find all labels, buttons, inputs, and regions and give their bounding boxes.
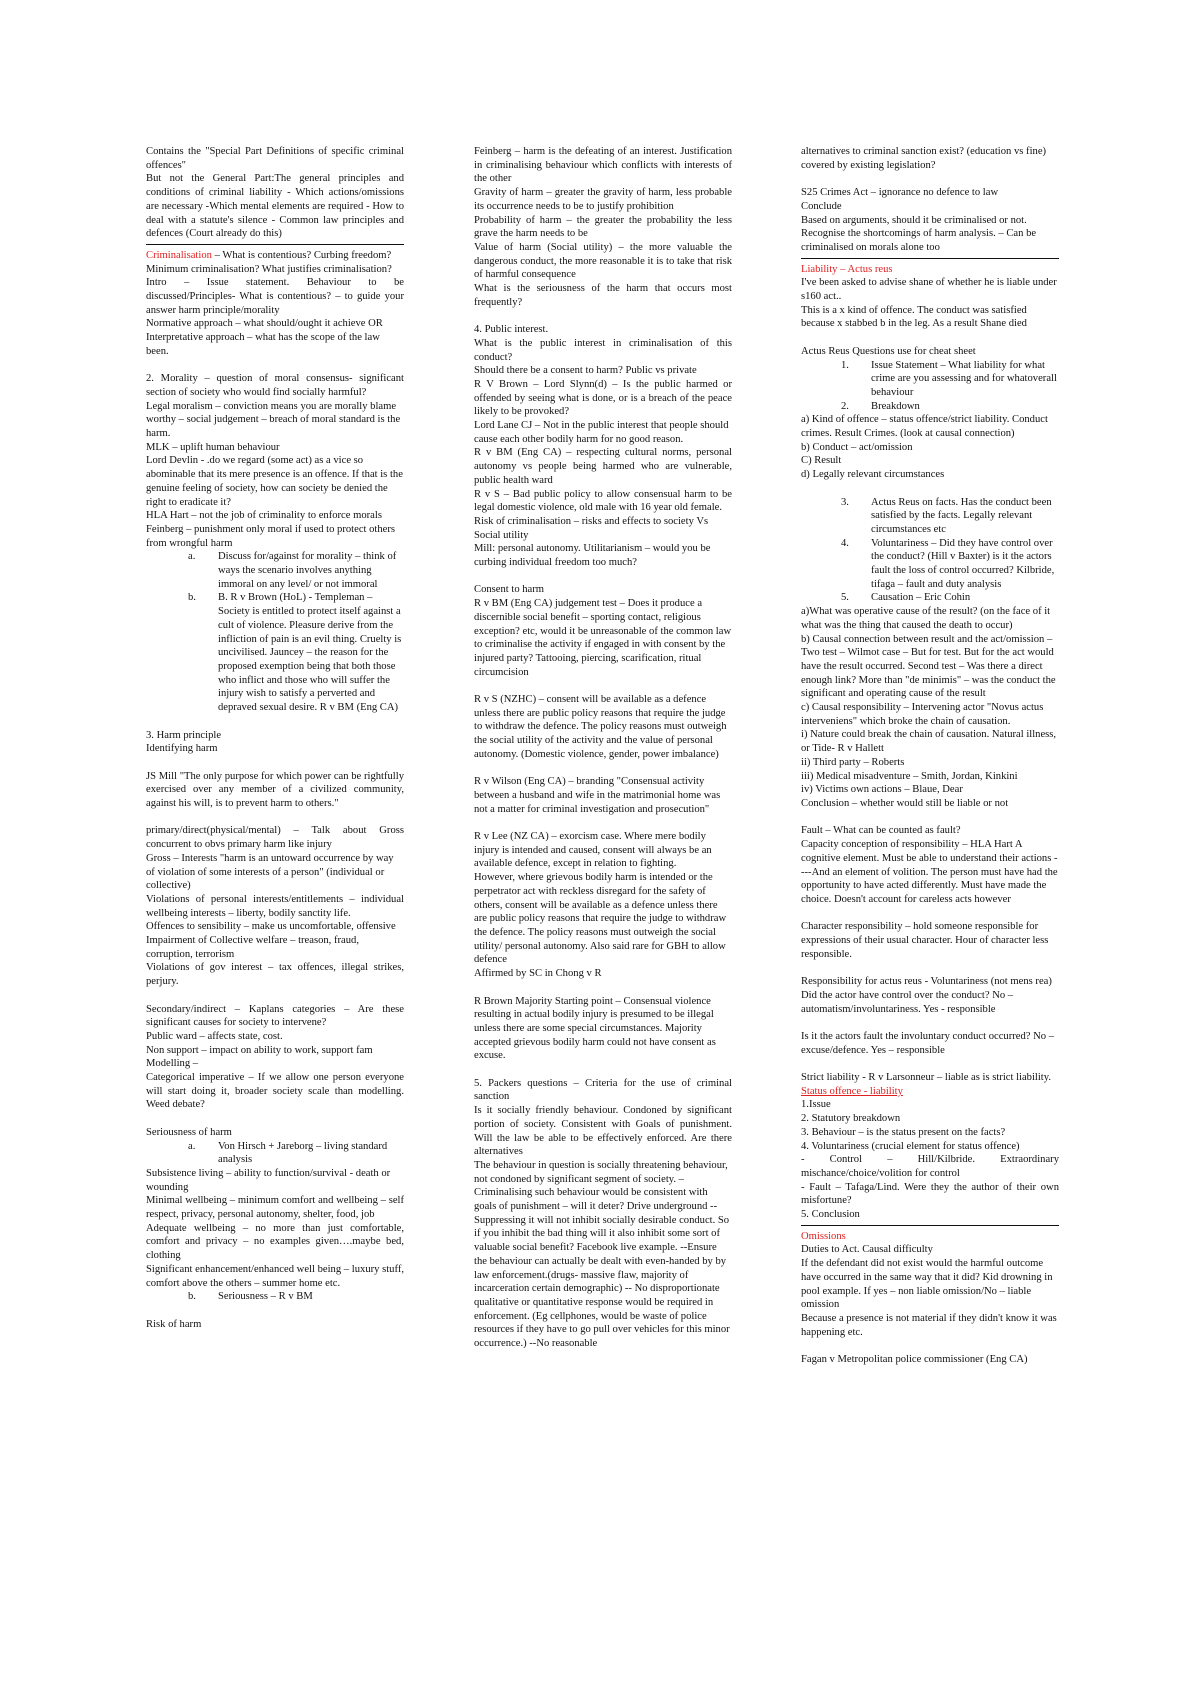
status-4: 4. Voluntariness (crucial element for status offence) [801,1140,1020,1152]
modelling-text: Modelling – [146,1058,199,1070]
brown-majority-text: R Brown Majority Starting point – Consensual violence resulting in actual bodily injury is presumed to be illegal unless there are some special circumstances. Majority accepted grievous bodily harm could not have consent as excuse. [474,995,716,1062]
did-actor-text: Did the actor have control over the conduct? No – automatism/involuntariness. Yes - responsible [801,989,1014,1015]
risk-crim-text: Risk of criminalisation – risks and effects to society Vs Social utility [474,515,709,541]
fault-text: Fault – What can be counted as fault? [801,825,961,837]
list-item: b. B. R v Brown (HoL) - Templeman – Society is entitled to protect itself against a cult of violence. Pleasure derive from the infliction of pain is an evil thing. Cruelty is uncivilised. Jauncey – the reason for the proposed exemption being that both those who inflict and those who will suffer the injury wish to satisfy a perverted and depraved sexual desire. R v BM (Eng CA) [188,592,402,714]
conclude-text: Conclude [801,200,842,212]
conduct-text: b) Conduct – act/omission [801,441,913,453]
public-question-text: What is the public interest in criminalisation of this conduct? [474,337,732,363]
operative-cause-text: a)What was operative cause of the result? (on the face of it what was the thing that caused the death to occur) [801,606,1051,631]
probability-text: Probability of harm – the greater the probability the less grave the harm needs to be [474,214,732,240]
divider [801,1225,1059,1226]
s25-text: S25 Crimes Act – ignorance no defence to law [801,187,999,199]
subsistence-text: Subsistence living – ability to function/survival - death or wounding [146,1167,391,1193]
is-it-text: Is it the actors fault the involuntary conduct occurred? No – excuse/defence. Yes – responsible [801,1030,1054,1056]
causal-connection-text: b) Causal connection between result and the act/omission – Two test – Wilmot case – But for test. But for the act would have the result occurred. Second test – Was there a direct enough link? More than "de minimis" – was the conduct the significant and operating cause of the result [801,633,1056,700]
status-4a: - Control – Hill/Kilbride. Extraordinary mischance/choice/volition for control [801,1154,1059,1179]
list-item: a. Von Hirsch + Jareborg – living standard analysis [188,1140,388,1166]
packers-heading: 5. Packers questions – Criteria for the use of criminal sanction [474,1077,732,1103]
significant-text: Significant enhancement/enhanced well being – luxury stuff, comfort above the others – summer home etc. [146,1263,404,1289]
character-text: Character responsibility – hold someone responsible for expressions of their usual character. Hour of character less responsible. [801,921,1049,960]
risk-heading: Risk of harm [146,1318,202,1330]
what-is-text: What is the seriousness of the harm that occurs most frequently? [474,283,732,308]
general-part-text: But not the General Part:The general principles and conditions of criminal liability - Which actions/omissions are necessary -Which mental elements are required - How to deal with a statute's silence - Common law principles and defences (Court already do this) [146,173,404,240]
actus-list-bottom [801,496,1059,606]
status-1: 1.Issue [801,1099,831,1111]
should-text: Should there be a consent to harm? Public vs private [474,365,697,377]
conclusion-text: Conclusion – whether would still be liable or not [801,798,1009,809]
public-ward-text: Public ward – affects state, cost. [146,1030,283,1042]
brown-slynn-text: R V Brown – Lord Slynn(d) – Is the public harmed or offended by seeing what is done, or is a breach of the peace likely to be provoked? [474,378,732,418]
consent-text: R v BM (Eng CA) judgement test – Does it produce a discernible social benefit – sporting contact, religious exception? etc, would it be unreasonable of the common law to criminalise the activity if engaged in with consent by the injured party? Tattooing, piercing, scarification, ritual circumcision [474,598,732,678]
feinberg-text: Feinberg – harm is the defeating of an interest. Justification in criminalising behaviour which conflicts with interests of the other [474,146,732,185]
duties-text: Duties to Act. Causal difficulty [801,1244,933,1256]
mill-quote: JS Mill "The only purpose for which power can be rightfully exercised over any member of a civilized community, against his will, is to prevent harm to others." [146,770,404,809]
status-heading: Status offence - liability [801,1085,903,1097]
nature-text: i) Nature could break the chain of causation. Natural illness, or Tide- R v Hallett [801,729,1057,755]
victims-text: iv) Victims own actions – Blaue, Dear [801,784,963,796]
value-text: Value of harm (Social utility) – the more valuable the dangerous conduct, the more reasonable it is to take that risk of harmful consequence [474,241,732,281]
intro-issue-text: Intro – Issue statement. Behaviour to be discussed/Principles- What is contentious? – to guide your answer harm principle/morality [146,277,404,316]
third-party-text: ii) Third party – Roberts [801,756,905,768]
feinberg-text: Feinberg – punishment only moral if used to protect others from wrongful harm [146,523,396,549]
morality-list [146,550,404,714]
non-support-text: Non support – impact on ability to work, support fam [146,1044,373,1056]
medical-text: iii) Medical misadventure – Smith, Jordan, Kinkini [801,770,1018,782]
this-is-text: This is a x kind of offence. The conduct was satisfied because x stabbed b in the leg. As a result Shane died [801,304,1027,330]
list-item: 5. Causation – Eric Cohin [841,592,971,604]
gross-text: Gross – Interests "harm is an untoward occurrence by way of violation of some interests of a person" (individual or collective) [146,852,394,892]
offences-text: Offences to sensibility – make us uncomfortable, offensive [146,921,396,933]
socially-text: Is it socially friendly behaviour. Condoned by significant portion of society. Consistent with Goals of punishment. Will the law be able to be effectively enforced. Are there alternatives [474,1105,732,1158]
lane-text: Lord Lane CJ – Not in the public interest that people should cause each other bodily harm for no good reason. [474,420,729,445]
kind-offence-text: a) Kind of offence – status offence/strict liability. Conduct crimes. Result Crimes. (look at causal connection) [801,414,1048,440]
because-text: Because a presence is not material if they didn't know it was happening etc. [801,1312,1057,1338]
column-right [801,145,1059,1367]
status-3: 3. Behaviour – is the status present on the facts? [801,1126,1006,1138]
gov-interest-text: Violations of gov interest – tax offences, illegal strikes, perjury. [146,962,404,988]
divider [801,258,1059,259]
legally-text: d) Legally relevant circumstances [801,469,945,481]
public-interest-heading: 4. Public interest. [474,324,549,336]
ive-been-text: I've been asked to advise shane of whether he is liable under s160 act.. [801,277,1057,303]
seriousness-heading: Seriousness of harm [146,1126,232,1138]
minimal-text: Minimal wellbeing – minimum comfort and wellbeing – self respect, privacy, personal autonomy, shelter, food, job [146,1195,404,1221]
status-2: 2. Statutory breakdown [801,1113,901,1125]
intro-text: Contains the "Special Part Definitions of specific criminal offences" [146,146,404,171]
however-text: However, where grievous bodily harm is intended or the perpetrator act with reckless disregard for the safety of others, consent will be available as a defence unless there are public policy reasons that require the judge to withdraw the defence. The policy reasons must outweigh the social utility/ personal autonomy. Also said rare for GBH to allow defence [474,872,727,966]
divider [146,244,404,245]
behaviour-text: The behaviour in question is socially threatening behaviour, not condoned by significant segment of society. – Criminalising such behaviour would be consistent with goals of punishment – will it deter? Drive underground --Suppressing it will not inhibit socially desirable conduct. So if you inhibit the bad thing will it also inhibit some sort of valuable social benefit? Facebook live example. --Ensure the behaviour can actually be dealt with even-handed by by law enforcement.(drugs- massive flaw, majority of incarceration certain demographic) -- No disproportionate qualitative or quantitative response would be required in enforcement. (Eg cellphones, would be waste of police resources if they have to go pull over vehicles for this minor occurrence.) --No reasonable [474,1159,730,1350]
seriousness-list-a [146,1140,404,1167]
impairment-text: Impairment of Collective welfare – treason, fraud, corruption, terrorism [146,935,359,960]
if-defendant-text: If the defendant did not exist would the harmful outcome have occurred in the same way that it did? Kid drowning in pool example. If yes – non liable omission/No – liable omission [801,1258,1053,1311]
primary-harm-text: primary/direct(physical/mental) – Talk about Gross concurrent to obvs primary harm like injury [146,825,404,851]
seriousness-list-b [146,1290,404,1304]
rvs-nzhc-text: R v S (NZHC) – consent will be available as a defence unless there are public policy reasons that require the judge to withdraw the defence. The policy reasons must outweigh the social utility of the activity and the value of personal autonomy. (Domestic violence, gender, power imbalance) [474,694,727,760]
column-left [146,145,404,1331]
hla-hart-text: HLA Hart – not the job of criminality to enforce morals [146,510,382,522]
resp-actus-text: Responsibility for actus reus - Voluntariness (not mens rea) [801,976,1052,988]
status-4b: - Fault – Tafaga/Lind. Were they the author of their own misfortune? [801,1181,1059,1207]
rvs-text: R v S – Bad public policy to allow consensual harm to be legal domestic violence, old male with 16 year old female. [474,488,732,514]
list-item: 2. Breakdown [841,400,920,412]
adequate-text: Adequate wellbeing – no more than just comfortable, comfort and privacy – no examples given….maybe bed, clothing [146,1222,404,1262]
recognise-text: Recognise the shortcomings of harm analysis. – Can be criminalised on morals alone too [801,228,1037,253]
list-item: b. Seriousness – R v BM [188,1291,313,1303]
liability-heading: Liability – Actus reus [801,263,893,275]
harm-principle-heading: 3. Harm principle [146,729,222,741]
rvbm-text: R v BM (Eng CA) – respecting cultural norms, personal autonomy vs people being harmed who are vulnerable, public health ward [474,447,732,486]
omissions-heading: Omissions [801,1230,846,1242]
criminalisation-text: – What is contentious? Curbing freedom? Minimum criminalisation? What justifies criminalisation? [146,249,392,275]
column-middle [474,145,732,1351]
lee-text: R v Lee (NZ CA) – exorcism case. Where mere bodily injury is intended and caused, consent will always be an available defence, except in relation to fighting. [474,831,712,870]
status-5: 5. Conclusion [801,1209,860,1221]
affirmed-text: Affirmed by SC in Chong v R [474,968,602,980]
criminalisation-heading: Criminalisation [146,249,212,261]
list-item: 3. Actus Reus on facts. Has the conduct been satisfied by the facts. Legally relevant circumstances etc [841,496,1052,535]
violations-text: Violations of personal interests/entitlements – individual wellbeing interests – liberty, bodily sanctity life. [146,893,404,919]
actus-list-top [801,359,1059,414]
criminalisation-para [146,249,404,276]
strict-text: Strict liability - R v Larsonneur – liable as is strict liability. [801,1071,1051,1083]
actus-questions-text: Actus Reus Questions use for cheat sheet [801,345,976,357]
fagan-text: Fagan v Metropolitan police commissioner (Eng CA) [801,1354,1028,1366]
categorical-text: Categorical imperative – If we allow one person everyone will start doing it, broader society scale than modelling. Weed debate? [146,1072,404,1111]
legal-moralism-text: Legal moralism – conviction means you are morally blame worthy – social judgement – breach of moral standard is the harm. [146,400,401,440]
result-text: C) Result [801,455,842,467]
mill-text: Mill: personal autonomy. Utilitarianism – would you be curbing individual freedom too much? [474,543,711,569]
consent-heading: Consent to harm [474,584,545,596]
based-text: Based on arguments, should it be criminalised or not. [801,214,1027,226]
mlk-text: MLK – uplift human behaviour [146,441,280,453]
list-item: 1. Issue Statement – What liability for what crime are you assessing and for whatoverall behaviour [841,359,1057,398]
devlin-text: Lord Devlin - .do we regard (some act) as a vice so abominable that its mere presence is an offence. If that is the genuine feeling of society, how can society be denied the right to eradicate it? [146,455,403,508]
morality-heading: 2. Morality – question of moral consensus- significant section of society who would find socially harmful? [146,373,404,398]
capacity-text: Capacity conception of responsibility – HLA Hart A cognitive element. Must be able to understand their actions ----And an element of volition. The person must have had the opportunity to have acted differently. Must have made the choice. Doesn't account for careless acts however [801,839,1058,905]
normative-text: Normative approach – what should/ought it achieve OR Interpretative approach – what has the scope of the law been. [146,318,383,357]
wilson-text: R v Wilson (Eng CA) – branding "Consensual activity between a husband and wife in the matrimonial home was not a matter for criminal investigation and prosecution" [474,776,721,815]
secondary-text: Secondary/indirect – Kaplans categories – Are these significant causes for society to intervene? [146,1003,404,1029]
list-item: a. Discuss for/against for morality – think of ways the scenario involves anything immoral on any level/ or not immoral [188,551,397,590]
causal-responsibility-text: c) Causal responsibility – Intervening actor "Novus actus interveniens" which broke the chain of causation. [801,702,1044,727]
list-item: 4. Voluntariness – Did they have control over the conduct? (Hill v Baxter) is it the actors fault the loss of control occurred? Kilbride, tifaga – fault and duty analysis [841,537,1055,590]
identifying-harm-text: Identifying harm [146,743,218,755]
gravity-text: Gravity of harm – greater the gravity of harm, less probable its occurrence needs to be to justify prohibition [474,187,732,212]
alternatives-text: alternatives to criminal sanction exist? (education vs fine) covered by existing legislation? [801,146,1047,171]
